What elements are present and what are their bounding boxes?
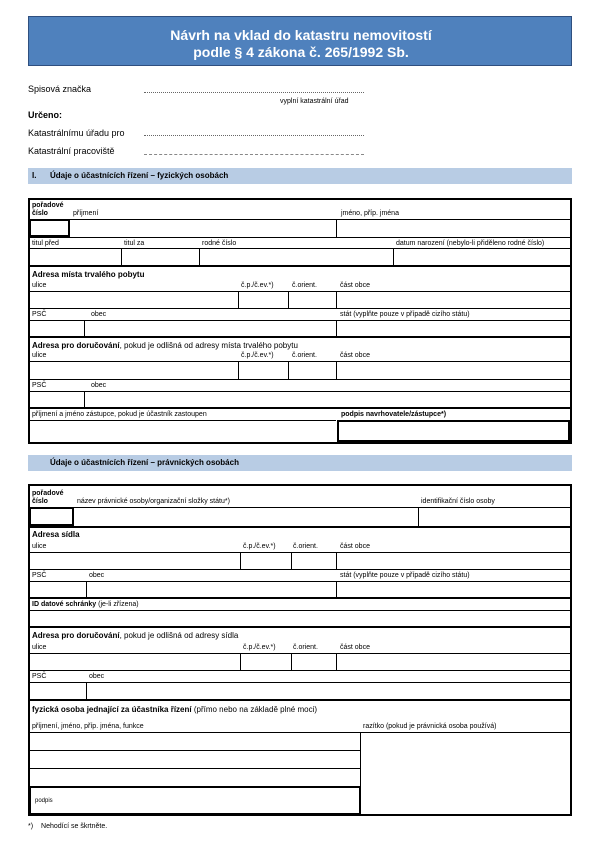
po-obec-label: obec [89,572,105,579]
po-psc-label: PSČ [32,572,47,579]
dor-cp-field[interactable] [239,361,288,379]
poradove-label: pořadové [32,202,64,209]
rodne-cislo-field[interactable] [200,248,393,265]
nazev-label: název právnické osoby/organizační složky státu*) [77,498,230,505]
jmeno-field[interactable] [337,219,570,237]
po-dor-psc-label: PSČ [32,673,47,680]
datum-narozeni-label: datum narození (nebylo-li přiděleno rodné číslo) [396,240,545,247]
form-header [28,16,572,66]
form-title-line2: podle § 4 zákona č. 265/1992 Sb. [193,44,409,60]
zastupce-label: příjmení a jméno zástupce, pokud je účastník zastoupen [32,411,207,418]
po-stat-label: stát (vyplňte pouze v případě cizího státu) [340,572,470,579]
prijmeni-funkce-label: příjmení, jméno, příp. jména, funkce [32,723,144,730]
po-dor-psc-field[interactable] [30,682,86,699]
po-poradove-label: pořadové [32,490,64,497]
ulice-label: ulice [32,282,47,289]
section-1-number: I. [32,171,37,180]
zastupce-field[interactable] [30,420,336,442]
po-dor-corient-field[interactable] [292,653,336,670]
dor-obec-label: obec [91,382,107,389]
po-cp-label: č.p./č.ev.*) [243,543,276,550]
po-corient-field[interactable] [292,552,336,569]
obec-field[interactable] [85,320,336,336]
po-poradove-cislo-field[interactable] [29,507,74,526]
razitko-label: razítko (pokud je právnická osoba používá) [363,723,497,730]
po-cislo-label: číslo [32,498,48,505]
po-dor-cast-obce-label: část obce [340,644,370,651]
dor-corient-field[interactable] [289,361,336,379]
rodne-cislo-label: rodné číslo [202,240,237,247]
cp-label: č.p./č.ev.*) [241,282,274,289]
dor-cp-label: č.p./č.ev.*) [241,352,274,359]
obec-label: obec [91,311,107,318]
katastralni-urad-field[interactable] [144,135,364,136]
katastralni-urad-label: Katastrálnímu úřadu pro [28,128,125,138]
form-title-line1: Návrh na vklad do katastru nemovitostí [170,27,432,43]
cast-obce-label: část obce [340,282,370,289]
prijmeni-field[interactable] [70,219,336,237]
titul-za-field[interactable] [122,248,199,265]
po-cast-obce-field[interactable] [337,552,570,569]
corient-label: č.orient. [292,282,317,289]
po-dor-ulice-label: ulice [32,644,47,651]
po-obec-field[interactable] [87,581,336,597]
stat-field[interactable] [337,320,570,336]
stat-label: stát (vyplňte pouze v případě cizího státu) [340,311,470,318]
po-dor-corient-label: č.orient. [293,644,318,651]
po-dor-ulice-field[interactable] [30,653,240,670]
prijmeni-label: příjmení [73,210,99,217]
osoba-row-1-field[interactable] [30,732,360,750]
po-adresa-dorucovani-heading [32,631,238,640]
fyzicka-osoba-heading [32,705,317,714]
jmeno-label: jméno, příp. jména [341,210,399,217]
podpis-label: podpis [35,798,53,804]
po-psc-field[interactable] [30,581,86,597]
titul-pred-field[interactable] [30,248,121,265]
podpis-navrhovatele-label: podpis navrhovatele/zástupce*) [341,411,447,418]
titul-pred-label: titul před [32,240,59,247]
footnote [28,823,107,831]
id-datove-schranky-bold: ID datové schránky [32,601,97,608]
adresa-dorucovani-heading [32,341,298,350]
urceno-label: Určeno: [28,110,63,120]
po-adresa-dorucovani-rest: , pokud je odlišná od adresy sídla [119,631,239,640]
po-dor-cp-field[interactable] [241,653,291,670]
titul-za-label: titul za [124,240,145,247]
fyzicka-osoba-bold: fyzická osoba jednající za účastníka řízení [32,705,192,714]
osoba-row-2-field[interactable] [30,750,360,768]
dor-psc-label: PSČ [32,382,47,389]
katastralni-pracoviste-field[interactable] [144,154,364,155]
footnote-mark: *) [28,823,34,830]
dor-cast-obce-label: část obce [340,352,370,359]
po-ulice-label: ulice [32,543,47,550]
po-dor-cast-obce-field[interactable] [337,653,570,670]
po-adresa-dorucovani-bold: Adresa pro doručování [32,631,120,640]
fyzicka-osoba-rest: (přímo nebo na základě plné moci) [191,705,318,714]
poradove-cislo-field[interactable] [29,219,70,237]
psc-label: PSČ [32,311,47,318]
adresa-dorucovani-rest: , pokud je odlišná od adresy místa trvalého pobytu [119,341,298,350]
dor-ulice-label: ulice [32,352,47,359]
podpis-navrhovatele-field[interactable] [337,420,570,442]
dor-cast-obce-field[interactable] [337,361,570,379]
po-stat-field[interactable] [337,581,570,597]
section-2-title: Údaje o účastnících řízení – právnických osobách [50,458,239,467]
po-corient-label: č.orient. [293,543,318,550]
section-2-bar [28,455,572,471]
id-datove-schranky-rest: (je-li zřízena) [96,601,139,608]
adresa-sidla-heading: Adresa sídla [32,530,80,539]
osoba-row-3-field[interactable] [30,768,360,786]
adresa-dorucovani-bold: Adresa pro doručování [32,341,120,350]
ico-label: identifikační číslo osoby [421,498,495,505]
po-cp-field[interactable] [241,552,291,569]
adresa-trvaleho-heading: Adresa místa trvalého pobytu [32,270,145,279]
po-ulice-field[interactable] [30,552,240,569]
podpis-field[interactable] [29,786,361,815]
po-cast-obce-label: část obce [340,543,370,550]
section-1-bar [28,168,572,184]
footnote-text: Nehodící se škrtněte. [41,823,108,830]
razitko-field[interactable] [361,732,570,814]
psc-field[interactable] [30,320,84,336]
id-datove-schranky-label [32,601,139,609]
dor-psc-field[interactable] [30,391,84,407]
corient-field[interactable] [289,291,336,308]
katastralni-pracoviste-label: Katastrální pracoviště [28,146,115,156]
id-datove-schranky-field[interactable] [30,610,570,626]
vyplni-note: vyplní katastrální úřad [280,98,349,105]
dor-corient-label: č.orient. [292,352,317,359]
ulice-field[interactable] [30,291,238,308]
dor-ulice-field[interactable] [30,361,238,379]
cast-obce-field[interactable] [337,291,570,308]
spisova-znacka-field[interactable] [144,92,364,93]
cp-field[interactable] [239,291,288,308]
po-dor-obec-field[interactable] [87,682,570,699]
cislo-label: číslo [32,210,48,217]
dor-obec-field[interactable] [85,391,570,407]
datum-narozeni-field[interactable] [394,248,570,265]
po-dor-cp-label: č.p./č.ev.*) [243,644,276,651]
ico-field[interactable] [419,507,570,526]
po-dor-obec-label: obec [89,673,105,680]
nazev-field[interactable] [74,507,418,526]
section-1-title: Údaje o účastnících řízení – fyzických osobách [50,171,229,180]
spisova-znacka-label: Spisová značka [28,84,92,94]
